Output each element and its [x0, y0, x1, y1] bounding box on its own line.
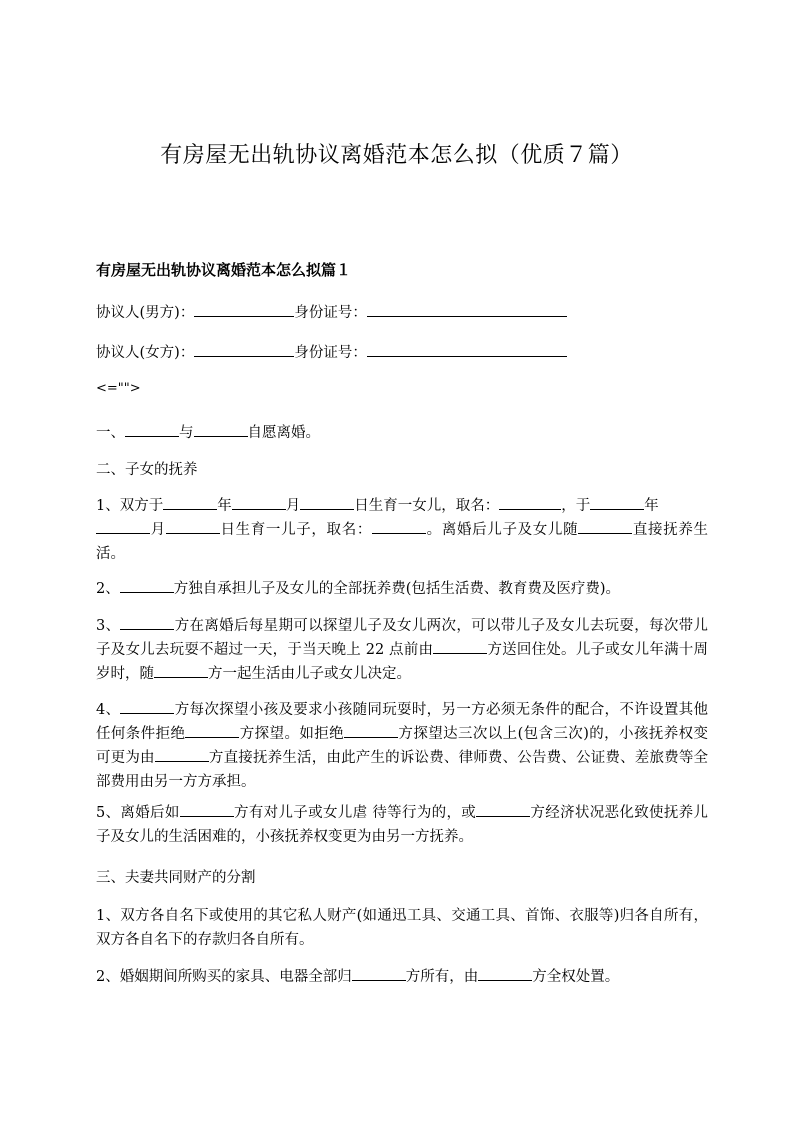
female-name-blank	[194, 341, 294, 357]
blank	[499, 494, 561, 510]
blank	[125, 421, 179, 437]
text: 方送回住处。儿子或女儿年满十周岁时，随	[96, 642, 709, 682]
text: 方探望。如拒绝	[239, 726, 345, 742]
male-party-line	[96, 301, 567, 324]
text: 方经济状况恶化致使抚养儿子及女儿的生活困难的，小孩抚养权变更为由另一方抚养。	[96, 805, 708, 845]
text: 5、离婚后如	[96, 805, 180, 821]
text: 直接抚养生活。	[96, 522, 709, 562]
text: 4、	[96, 702, 121, 718]
text: 方全权处置。	[532, 969, 620, 985]
stray-text: <="">	[96, 381, 141, 396]
female-id-blank	[367, 341, 567, 357]
paragraph-2-1	[96, 494, 708, 566]
text: 方一起生活由儿子或女儿决定。	[208, 666, 411, 682]
paragraph-2-3	[96, 614, 708, 686]
blank	[300, 494, 354, 510]
male-id-blank	[367, 301, 567, 317]
male-party-label: 协议人(男方)：	[96, 305, 195, 321]
text: 月	[150, 522, 166, 538]
clause-1-prefix: 一、	[96, 425, 125, 441]
female-party-label: 协议人(女方)：	[96, 345, 195, 361]
paragraph-2-4	[96, 698, 708, 794]
text: 方独自承担儿子及女儿的全部抚养费(包括生活费、教育费及医疗费)。	[173, 581, 621, 597]
section-2-heading: 二、子女的抚养	[96, 462, 198, 478]
text: ，于	[561, 498, 591, 514]
paragraph-3-2	[96, 965, 708, 989]
blank	[180, 801, 234, 817]
blank	[433, 638, 487, 654]
text: 方探望达三次以上(包含三次)的，小孩抚养权变可更为由	[96, 726, 709, 766]
male-name-blank	[194, 301, 294, 317]
blank	[120, 614, 174, 630]
text: 1、双方于	[96, 498, 164, 514]
blank	[476, 801, 530, 817]
blank	[478, 965, 532, 981]
text: 方直接抚养生活，由此产生的诉讼费、律师费、公告费、公证费、差旅费等全部费用由另一方方承担。	[96, 750, 709, 790]
blank	[352, 965, 406, 981]
text: 月	[285, 498, 301, 514]
section-3-heading: 三、夫妻共同财产的分割	[96, 870, 256, 886]
female-id-label: 身份证号：	[294, 345, 367, 361]
document-title: 有房屋无出轨协议离婚范本怎么拟（优质７篇）	[160, 143, 633, 168]
blank	[120, 698, 174, 714]
text: 。离婚后儿子及女儿随	[426, 522, 579, 538]
blank	[372, 518, 426, 534]
blank	[194, 421, 248, 437]
blank	[163, 494, 217, 510]
blank	[344, 722, 398, 738]
text: 方在离婚后每星期可以探望儿子及女儿两次，可以带儿子及女儿去玩耍，每次带儿子及女儿去玩耍不超过一天，于当天晚上 22 点前由	[96, 618, 708, 658]
paragraph-2-2	[96, 577, 708, 601]
text: 方每次探望小孩及要求小孩随同玩耍时，另一方必须无条件的配合，不许设置其他任何条件拒绝	[96, 702, 708, 742]
blank	[96, 518, 150, 534]
blank	[578, 518, 632, 534]
text: 年	[217, 498, 232, 514]
blank	[166, 518, 220, 534]
paragraph-3-1	[96, 904, 708, 952]
text: 方所有，由	[405, 969, 479, 985]
text: 日生育一女儿，取名：	[354, 498, 500, 514]
clause-1-suffix: 自愿离婚。	[247, 425, 320, 441]
text: 年	[644, 498, 659, 514]
text: 2、	[96, 581, 120, 597]
blank	[155, 746, 209, 762]
blank	[120, 577, 174, 593]
blank	[185, 722, 239, 738]
text: 2、婚姻期间所购买的家具、电器全部归	[96, 969, 352, 985]
section-heading: 有房屋无出轨协议离婚范本怎么拟篇１	[96, 261, 352, 279]
male-id-label: 身份证号：	[294, 305, 367, 321]
text: 日生育一儿子，取名：	[219, 522, 373, 538]
blank	[232, 494, 286, 510]
blank	[154, 662, 208, 678]
female-party-line	[96, 341, 567, 364]
paragraph-2-5	[96, 801, 708, 849]
clause-1	[96, 421, 320, 444]
text: 3、	[96, 618, 121, 634]
text: 方有对儿子或女儿虐 待等行为的，或	[233, 805, 477, 821]
blank	[590, 494, 644, 510]
clause-1-mid: 与	[179, 425, 194, 441]
text: 1、双方各自名下或使用的其它私人财产(如通迅工具、交通工具、首饰、衣服等)归各自所有，双方各自名下的存款归各自所有。	[96, 908, 708, 948]
